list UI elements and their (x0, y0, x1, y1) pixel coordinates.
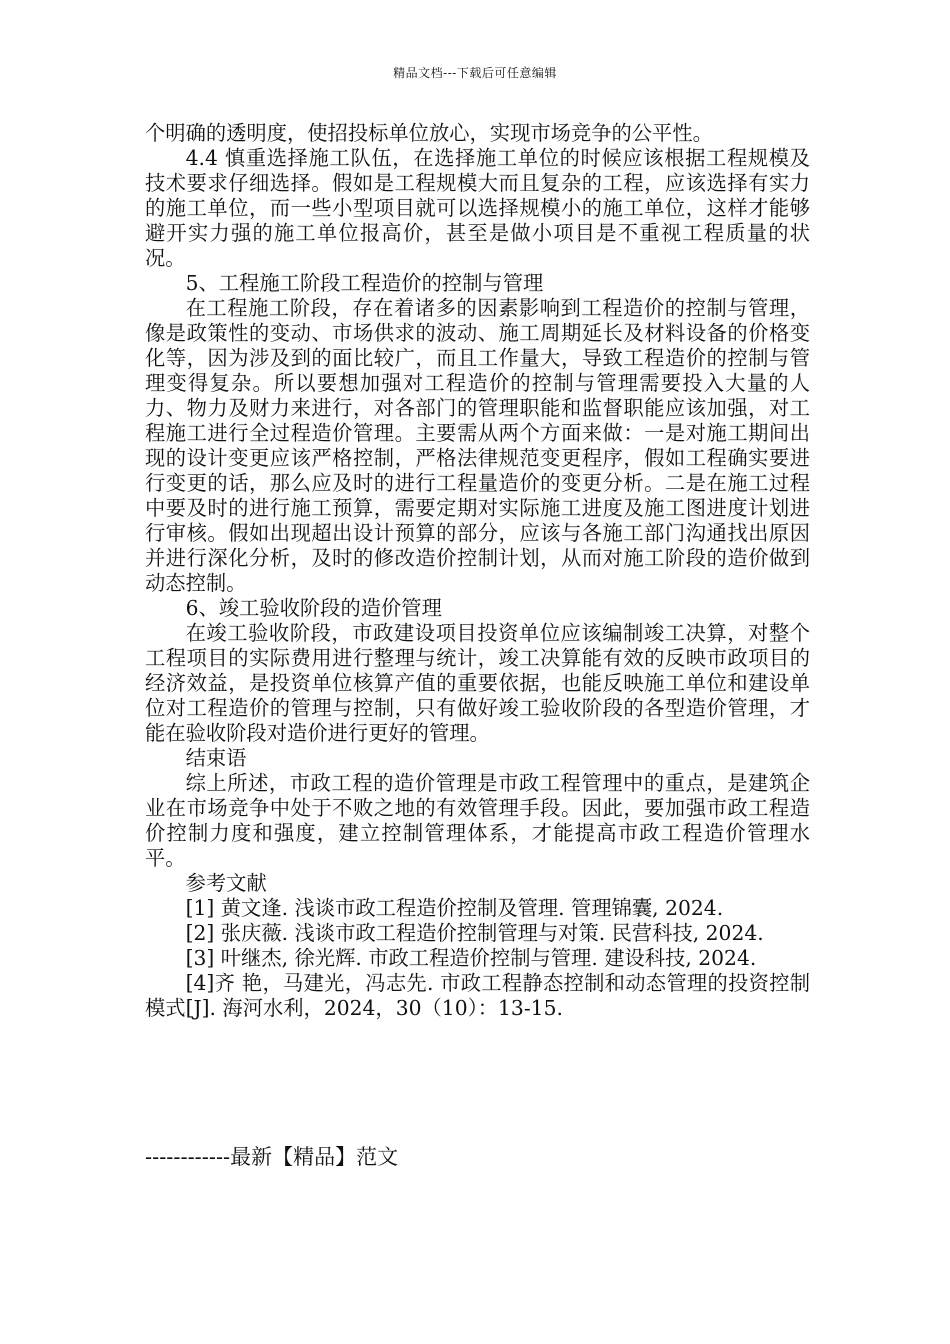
section-heading-6: 6、竣工验收阶段的造价管理 (185, 596, 442, 620)
reference-item-4: [4]齐 艳，马建光，冯志先. 市政工程静态控制和动态管理的投资控制模式[J]. 海河水利，2024，30（10）：13-15. (145, 971, 810, 1020)
paragraph-acceptance-stage: 在竣工验收阶段，市政建设项目投资单位应该编制竣工决算，对整个工程项目的实际费用进行整理与统计，竣工决算能有效的反映市政项目的经济效益，是投资单位核算产值的重要依据，也能反映施工单位和建设单位对工程造价的管理与控制，只有做好竣工验收阶段的各型造价管理，才能在验收阶段对造价进行更好的管理。 (145, 621, 810, 745)
references-heading: 参考文献 (185, 871, 267, 895)
paragraph-conclusion: 综上所述，市政工程的造价管理是市政工程管理中的重点，是建筑企业在市场竞争中处于不败之地的有效管理手段。因此，要加强市政工程造价控制力度和强度，建立控制管理体系，才能提高市政工程造价管理水平。 (145, 771, 810, 870)
paragraph-section-4-4: 4.4 慎重选择施工队伍，在选择施工单位的时候应该根据工程规模及技术要求仔细选择。假如是工程规模大而且复杂的工程，应该选择有实力的施工单位，而一些小型项目就可以选择规模小的施工单位，这样才能够避开实力强的施工单位报高价，甚至是做小项目是不重视工程质量的状况。 (145, 146, 810, 270)
document-body (145, 121, 810, 1021)
section-heading-5: 5、工程施工阶段工程造价的控制与管理 (185, 271, 544, 295)
paragraph-construction-stage: 在工程施工阶段，存在着诸多的因素影响到工程造价的控制与管理，像是政策性的变动、市场供求的波动、施工周期延长及材料设备的价格变化等，因为涉及到的面比较广，而且工作量大，导致工程造价的控制与管理变得复杂。所以要想加强对工程造价的控制与管理需要投入大量的人力、物力及财力来进行，对各部门的管理职能和监督职能应该加强，对工程施工进行全过程造价管理。主要需从两个方面来做：一是对施工期间出现的设计变更应该严格控制，严格法律规范变更程序，假如工程确实要进行变更的话，那么应及时的进行工程量造价的变更分析。二是在施工过程中要及时的进行施工预算，需要定期对实际施工进度及施工图进度计划进行审核。假如出现超出设计预算的部分，应该与各施工部门沟通找出原因并进行深化分析，及时的修改造价控制计划，从而对施工阶段的造价做到动态控制。 (145, 296, 810, 595)
page-footer: ------------最新【精品】范文 (145, 1145, 399, 1169)
reference-item-2: [2] 张庆薇. 浅谈市政工程造价控制管理与对策. 民营科技, 2024. (185, 921, 764, 945)
conclusion-heading: 结束语 (185, 746, 247, 770)
page-header: 精品文档---下载后可任意编辑 (393, 66, 557, 80)
paragraph-continuation: 个明确的透明度，使招投标单位放心，实现市场竞争的公平性。 (145, 121, 713, 145)
reference-item-1: [1] 黄文逢. 浅谈市政工程造价控制及管理. 管理锦囊, 2024. (185, 896, 724, 920)
reference-item-3: [3] 叶继杰, 徐光辉. 市政工程造价控制与管理. 建设科技, 2024. (185, 946, 757, 970)
